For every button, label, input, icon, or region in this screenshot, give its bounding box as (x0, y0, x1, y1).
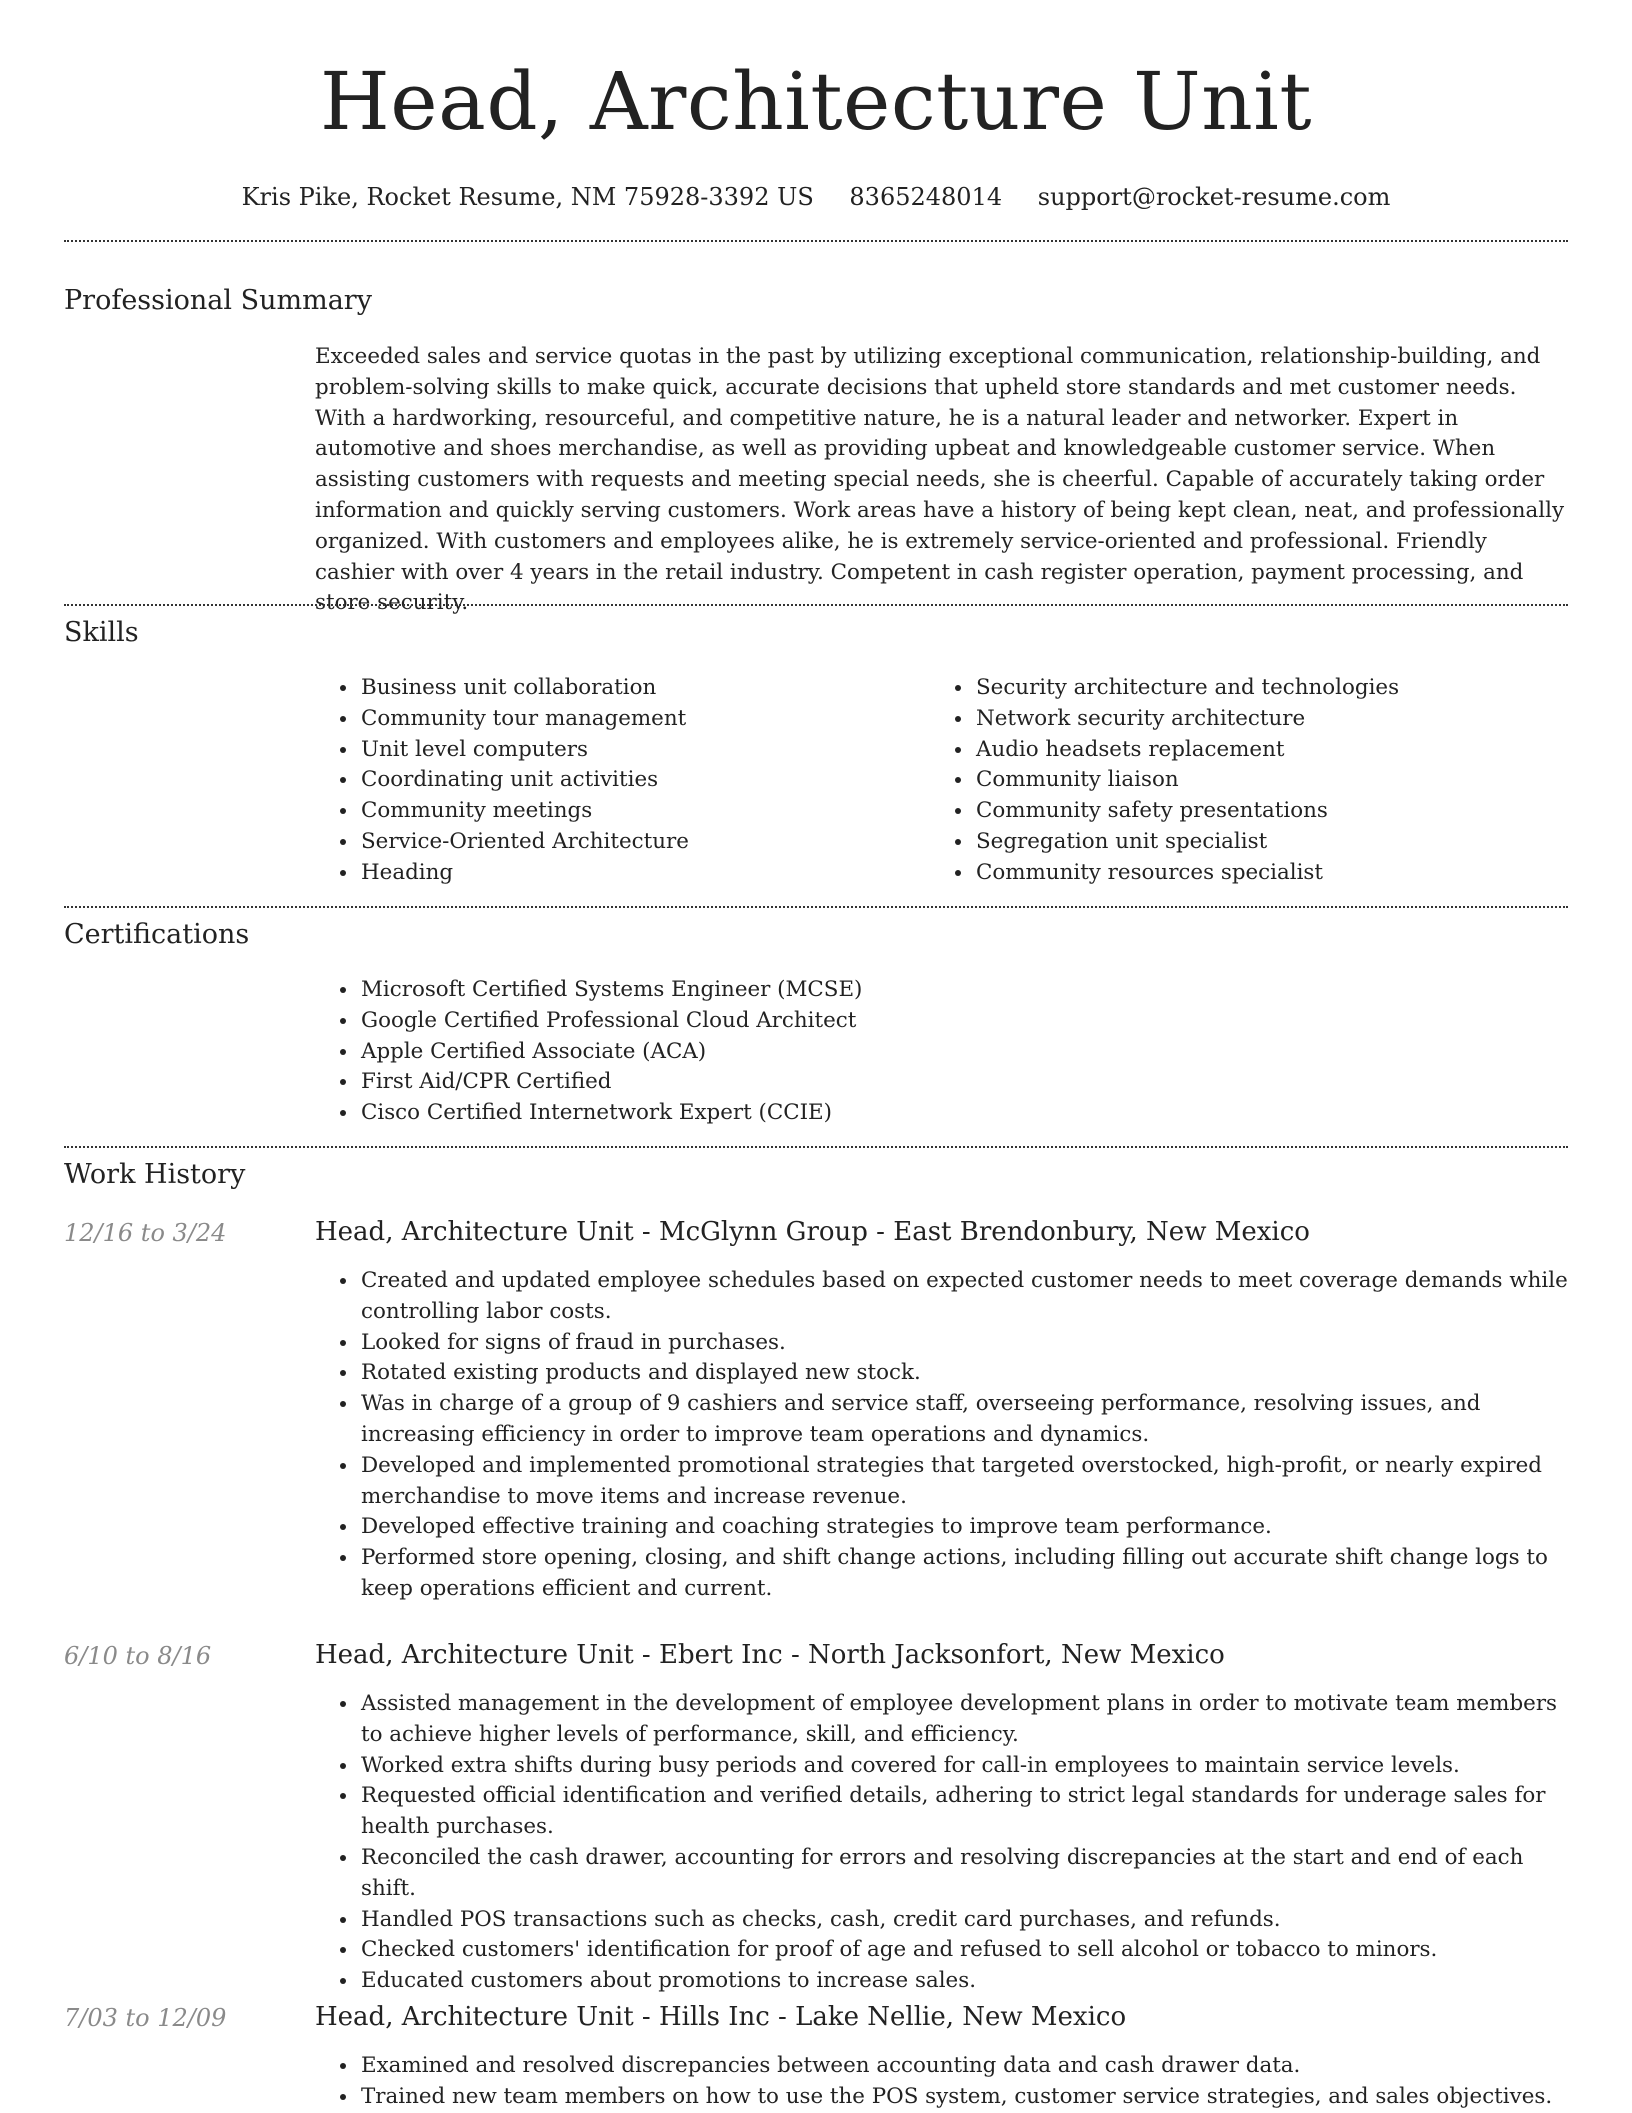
contact-email: support@rocket-resume.com (1037, 183, 1391, 211)
job-bullet: • Reconciled the cash drawer, accounting for errors and resolving discrepancies at the start and end of each shift. (359, 1843, 1568, 1905)
certification-item: • Google Certified Professional Cloud Architect (359, 1006, 1531, 1037)
job-dates: 12/16 to 3/24 (64, 1219, 227, 1247)
divider (64, 906, 1568, 908)
job-bullet: • Looked for signs of fraud in purchases. (359, 1328, 1568, 1359)
contact-phone: 8365248014 (849, 183, 1003, 211)
job-bullet: • Developed and implemented promotional strategies that targeted overstocked, high-profit, or nearly expired merchandise to move items and increase revenue. (359, 1451, 1568, 1513)
job-heading: Head, Architecture Unit - Hills Inc - Lake Nellie, New Mexico (315, 2002, 1127, 2032)
divider (64, 1146, 1568, 1148)
certification-item: • Apple Certified Associate (ACA) (359, 1037, 1531, 1068)
skill-item: • Community liaison (974, 765, 1566, 796)
skill-item: • Service-Oriented Architecture (359, 827, 931, 858)
skill-item: • Community resources specialist (974, 858, 1566, 889)
skills-list-left (331, 673, 931, 889)
resume-title: Head, Architecture Unit (320, 55, 1312, 148)
job-bullet: • Requested official identification and verified details, adhering to strict legal standards for underage sales for health purchases. (359, 1781, 1568, 1843)
job-bullet: • Developed effective training and coaching strategies to improve team performance. (359, 1512, 1568, 1543)
skill-item: • Coordinating unit activities (359, 765, 931, 796)
job-bullet: • Was in charge of a group of 9 cashiers and service staff, overseeing performance, resolving issues, and increasing efficiency in order to improve team operations and dynamics. (359, 1389, 1568, 1451)
job-bullet: • Assisted management in the development of employee development plans in order to motivate team members to achieve higher levels of performance, skill, and efficiency. (359, 1689, 1568, 1751)
divider (64, 604, 1568, 606)
job-heading: Head, Architecture Unit - Ebert Inc - North Jacksonfort, New Mexico (315, 1640, 1225, 1670)
job-bullet: • Examined and resolved discrepancies between accounting data and cash drawer data. (359, 2051, 1568, 2082)
certification-item: • First Aid/CPR Certified (359, 1067, 1531, 1098)
skill-item: • Community tour management (359, 704, 931, 735)
summary-section-title: Professional Summary (64, 285, 372, 316)
work-section-title: Work History (64, 1159, 246, 1190)
skill-item: • Community meetings (359, 796, 931, 827)
skill-item: • Unit level computers (359, 735, 931, 766)
certification-item: • Microsoft Certified Systems Engineer (MCSE) (359, 975, 1531, 1006)
skill-item: • Segregation unit specialist (974, 827, 1566, 858)
summary-text: Exceeded sales and service quotas in the past by utilizing exceptional communication, relationship-building, and problem-solving skills to make quick, accurate decisions that upheld store standards and met customer needs. With a hardworking, resourceful, and competitive nature, he is a natural leader and networker. Expert in automotive and shoes merchandise, as well as providing upbeat and knowledgeable customer service. When assisting customers with requests and meeting special needs, she is cheerful. Capable of accurately taking order information and quickly serving customers. Work areas have a history of being kept clean, neat, and professionally organized. With customers and employees alike, he is extremely service-oriented and professional. Friendly cashier with over 4 years in the retail industry. Competent in cash register operation, payment processing, and store security. (315, 344, 1565, 616)
job-bullet: • Handled POS transactions such as checks, cash, credit card purchases, and refunds. (359, 1905, 1568, 1936)
certification-item: • Cisco Certified Internetwork Expert (CCIE) (359, 1098, 1531, 1129)
job-bullet: • Worked extra shifts during busy periods and covered for call-in employees to maintain service levels. (359, 1751, 1568, 1782)
contact-address: Kris Pike, Rocket Resume, NM 75928-3392 US (241, 183, 814, 211)
skill-item: • Heading (359, 858, 931, 889)
job-bullet: • Rotated existing products and displayed new stock. (359, 1358, 1568, 1389)
certifications-list (331, 975, 1531, 1129)
job-dates: 6/10 to 8/16 (64, 1642, 212, 1670)
skill-item: • Business unit collaboration (359, 673, 931, 704)
skills-list-right (946, 673, 1566, 889)
certifications-section-title: Certifications (64, 919, 250, 950)
skill-item: • Audio headsets replacement (974, 735, 1566, 766)
skill-item: • Community safety presentations (974, 796, 1566, 827)
skill-item: • Network security architecture (974, 704, 1566, 735)
job-bullet: • Performed store opening, closing, and shift change actions, including filling out accurate shift change logs to keep operations efficient and current. (359, 1543, 1568, 1605)
skills-section-title: Skills (64, 617, 139, 648)
job-bullet: • Checked customers' identification for proof of age and refused to sell alcohol or tobacco to minors. (359, 1935, 1568, 1966)
divider (64, 240, 1568, 242)
job-bullets (331, 1266, 1568, 1605)
job-bullet: • Created and updated employee schedules based on expected customer needs to meet coverage demands while controlling labor costs. (359, 1266, 1568, 1328)
job-heading: Head, Architecture Unit - McGlynn Group - East Brendonbury, New Mexico (315, 1217, 1310, 1247)
job-bullets (331, 1689, 1568, 1997)
contact-line (0, 182, 1632, 212)
job-dates: 7/03 to 12/09 (64, 2004, 227, 2032)
skill-item: • Security architecture and technologies (974, 673, 1566, 704)
job-bullets (331, 2051, 1568, 2113)
job-bullet: • Trained new team members on how to use the POS system, customer service strategies, and sales objectives. (359, 2082, 1568, 2113)
job-bullet: • Educated customers about promotions to increase sales. (359, 1966, 1568, 1997)
